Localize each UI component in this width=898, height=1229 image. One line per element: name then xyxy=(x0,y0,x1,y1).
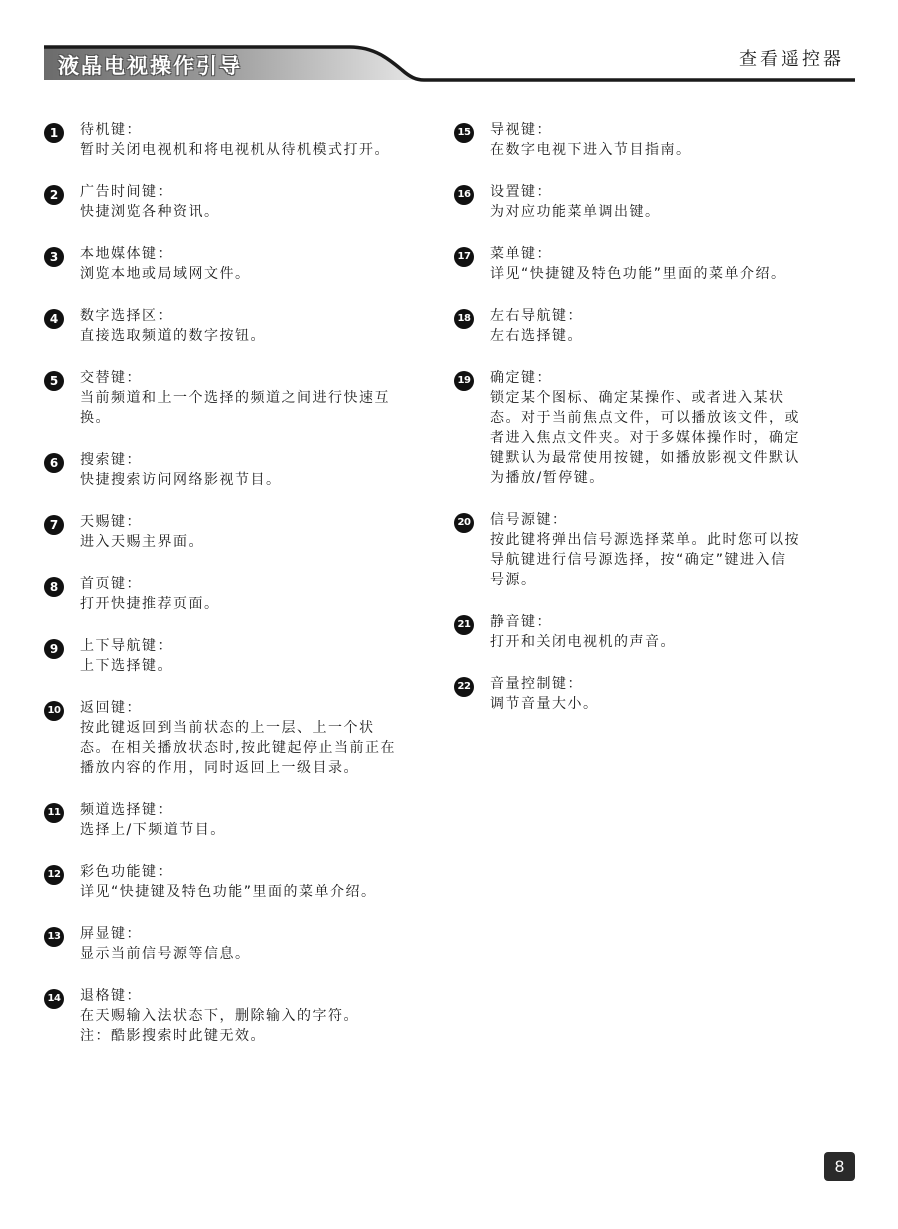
item-description: 直接选取频道的数字按钮。 xyxy=(80,328,266,344)
item-description: 上下选择键。 xyxy=(80,658,173,674)
list-item xyxy=(454,368,854,488)
item-description: 在数字电视下进入节目指南。 xyxy=(490,142,692,158)
item-number-badge: 22 xyxy=(454,677,474,697)
item-number-badge: 5 xyxy=(44,371,64,391)
item-name: 菜单键： xyxy=(490,246,552,262)
list-item xyxy=(44,800,444,840)
item-description: 快捷搜索访问网络影视节目。 xyxy=(80,472,282,488)
list-item xyxy=(454,244,854,284)
item-number-badge: 2 xyxy=(44,185,64,205)
list-item xyxy=(44,574,444,614)
item-name: 左右导航键： xyxy=(490,308,583,324)
list-item xyxy=(454,510,854,590)
item-name: 音量控制键： xyxy=(490,676,583,692)
list-item xyxy=(44,368,444,428)
item-number-badge: 18 xyxy=(454,309,474,329)
item-number-badge: 19 xyxy=(454,371,474,391)
list-item xyxy=(44,986,444,1046)
item-name: 导视键： xyxy=(490,122,552,138)
item-description: 在天赐输入法状态下，删除输入的字符。 注：酷影搜索时此键无效。 xyxy=(80,1008,359,1044)
item-name: 首页键： xyxy=(80,576,142,592)
list-item xyxy=(454,182,854,222)
list-item xyxy=(44,512,444,552)
item-name: 退格键： xyxy=(80,988,142,1004)
item-number-badge: 15 xyxy=(454,123,474,143)
list-item xyxy=(44,244,444,284)
item-description: 当前频道和上一个选择的频道之间进行快速互 换。 xyxy=(80,390,390,426)
item-name: 返回键： xyxy=(80,700,142,716)
item-name: 上下导航键： xyxy=(80,638,173,654)
item-number-badge: 1 xyxy=(44,123,64,143)
item-number-badge: 16 xyxy=(454,185,474,205)
list-item xyxy=(44,636,444,676)
item-name: 彩色功能键： xyxy=(80,864,173,880)
list-item xyxy=(44,182,444,222)
item-number-badge: 4 xyxy=(44,309,64,329)
item-name: 待机键： xyxy=(80,122,142,138)
item-description: 调节音量大小。 xyxy=(490,696,599,712)
list-item xyxy=(44,450,444,490)
item-number-badge: 12 xyxy=(44,865,64,885)
item-name: 本地媒体键： xyxy=(80,246,173,262)
page-header xyxy=(0,0,898,90)
item-number-badge: 10 xyxy=(44,701,64,721)
list-item xyxy=(44,306,444,346)
item-description: 选择上/下频道节目。 xyxy=(80,822,226,838)
item-description: 详见“快捷键及特色功能”里面的菜单介绍。 xyxy=(490,266,787,282)
item-description: 打开和关闭电视机的声音。 xyxy=(490,634,676,650)
item-number-badge: 8 xyxy=(44,577,64,597)
item-description: 显示当前信号源等信息。 xyxy=(80,946,251,962)
item-name: 信号源键： xyxy=(490,512,568,528)
item-number-badge: 14 xyxy=(44,989,64,1009)
item-number-badge: 3 xyxy=(44,247,64,267)
left-column xyxy=(44,120,444,1068)
list-item xyxy=(44,120,444,160)
item-name: 设置键： xyxy=(490,184,552,200)
item-name: 广告时间键： xyxy=(80,184,173,200)
item-description: 为对应功能菜单调出键。 xyxy=(490,204,661,220)
page-number: 8 xyxy=(824,1152,855,1181)
item-name: 交替键： xyxy=(80,370,142,386)
list-item xyxy=(44,862,444,902)
header-title-right: 查看遥控器 xyxy=(739,49,844,70)
item-name: 频道选择键： xyxy=(80,802,173,818)
item-name: 静音键： xyxy=(490,614,552,630)
item-name: 搜索键： xyxy=(80,452,142,468)
item-number-badge: 9 xyxy=(44,639,64,659)
item-description: 左右选择键。 xyxy=(490,328,583,344)
item-name: 天赐键： xyxy=(80,514,142,530)
item-number-badge: 11 xyxy=(44,803,64,823)
item-description: 详见“快捷键及特色功能”里面的菜单介绍。 xyxy=(80,884,377,900)
right-column xyxy=(454,120,854,736)
list-item xyxy=(454,306,854,346)
list-item xyxy=(44,924,444,964)
list-item xyxy=(44,698,444,778)
item-description: 锁定某个图标、确定某操作、或者进入某状 态。对于当前焦点文件，可以播放该文件，或 者进入焦点文件夹。对于多媒体操作时，确定 键默认为最常使用按键，如播放影视文件默认 为播放/暂停键。 xyxy=(490,390,800,486)
item-description: 浏览本地或局域网文件。 xyxy=(80,266,251,282)
item-number-badge: 20 xyxy=(454,513,474,533)
header-title-left: 液晶电视操作引导 xyxy=(58,54,242,78)
list-item xyxy=(454,120,854,160)
item-description: 进入天赐主界面。 xyxy=(80,534,204,550)
item-description: 打开快捷推荐页面。 xyxy=(80,596,220,612)
item-description: 按此键返回到当前状态的上一层、上一个状 态。在相关播放状态时,按此键起停止当前正在 播放内容的作用，同时返回上一级目录。 xyxy=(80,720,396,776)
item-number-badge: 21 xyxy=(454,615,474,635)
item-number-badge: 6 xyxy=(44,453,64,473)
item-number-badge: 17 xyxy=(454,247,474,267)
list-item xyxy=(454,674,854,714)
item-number-badge: 7 xyxy=(44,515,64,535)
item-name: 屏显键： xyxy=(80,926,142,942)
item-name: 确定键： xyxy=(490,370,552,386)
list-item xyxy=(454,612,854,652)
item-name: 数字选择区： xyxy=(80,308,173,324)
item-description: 暂时关闭电视机和将电视机从待机模式打开。 xyxy=(80,142,390,158)
item-description: 按此键将弹出信号源选择菜单。此时您可以按 导航键进行信号源选择，按“确定”键进入信 号源。 xyxy=(490,532,800,588)
item-description: 快捷浏览各种资讯。 xyxy=(80,204,220,220)
item-number-badge: 13 xyxy=(44,927,64,947)
